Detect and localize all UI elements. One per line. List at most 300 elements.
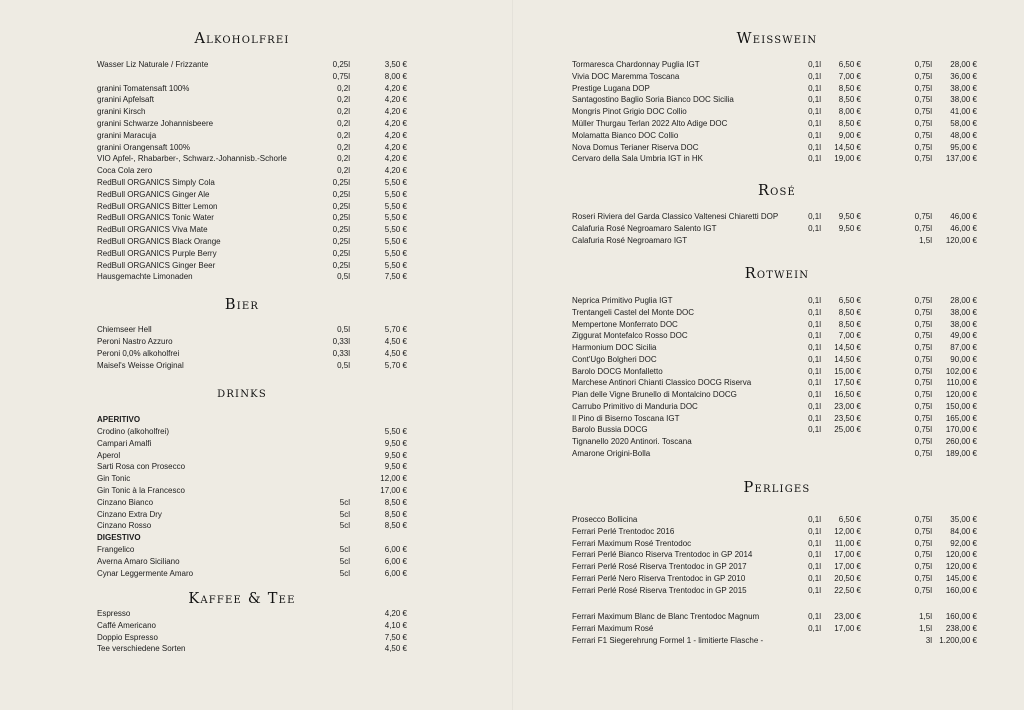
- heading-rotwein: Rotwein: [744, 266, 810, 282]
- item-price: 8,00 €: [384, 71, 407, 81]
- menu-item-row: [0, 473, 512, 485]
- menu-item-row: [0, 130, 512, 142]
- glass-price: 17,00 €: [834, 624, 861, 633]
- bottle-volume: 1,5l: [919, 236, 932, 245]
- item-name: Coca Cola zero: [97, 166, 153, 176]
- menu-item-row: [512, 83, 1024, 95]
- item-name: Il Pino di Biserno Toscana IGT: [572, 413, 680, 423]
- item-price: 5,50 €: [384, 213, 407, 223]
- item-volume: 0,25l: [332, 201, 350, 211]
- menu-item-row: [0, 189, 512, 201]
- item-name: Harmonium DOC Sicilia: [572, 343, 657, 352]
- glass-volume: 0,1l: [808, 624, 821, 633]
- menu-item-row: [0, 236, 512, 248]
- glass-price: 23,00 €: [834, 401, 861, 411]
- heading-drinks: drinks: [217, 385, 267, 401]
- menu-item-row: [0, 71, 512, 83]
- item-name: Ferrari F1 Siegerehrung Formel 1 - limitierte Flasche -: [572, 636, 764, 645]
- item-volume: 0,2l: [337, 166, 350, 176]
- glass-volume: 0,1l: [808, 224, 821, 233]
- menu-item-row: [512, 307, 1024, 319]
- glass-price: 17,00 €: [834, 550, 861, 560]
- item-name: RedBull ORGANICS Ginger Beer: [97, 260, 216, 270]
- item-name: Ferrari Perlé Rosé Riserva Trentodoc in GP 2015: [572, 585, 747, 595]
- item-name: Marchese Antinori Chianti Classico DOCG Riserva: [572, 378, 752, 388]
- bottle-price: 38,00 €: [950, 319, 977, 329]
- item-name: granini Apfelsaft: [97, 95, 154, 105]
- menu-item-row: [512, 94, 1024, 106]
- item-name: Tee verschiedene Sorten: [97, 644, 186, 654]
- menu-item-row: [512, 295, 1024, 307]
- bottle-price: 28,00 €: [950, 60, 977, 69]
- item-volume: 0,5l: [337, 272, 350, 282]
- item-price: 7,50 €: [384, 632, 407, 642]
- item-price: 5,50 €: [384, 248, 407, 258]
- glass-volume: 0,1l: [808, 331, 821, 341]
- item-name: Prosecco Bollicina: [572, 515, 638, 524]
- item-price: 5,50 €: [384, 237, 407, 246]
- menu-item-row: [0, 324, 512, 336]
- menu-item-row: [512, 538, 1024, 550]
- item-name: Mongris Pinot Grigio DOC Collio: [572, 107, 687, 117]
- bottle-price: 35,00 €: [950, 515, 977, 524]
- item-name: Calafuria Rosé Negroamaro IGT: [572, 236, 688, 245]
- bottle-volume: 0,75l: [914, 378, 932, 388]
- menu-item-row: [512, 424, 1024, 436]
- menu-item-row: [512, 389, 1024, 401]
- bottle-price: 41,00 €: [950, 107, 977, 117]
- item-name: Santagostino Baglio Soria Bianco DOC Sicilia: [572, 95, 734, 105]
- bottle-price: 58,00 €: [950, 119, 977, 128]
- bottle-price: 95,00 €: [950, 142, 977, 152]
- item-volume: 0,25l: [332, 237, 350, 246]
- menu-item-row: [0, 348, 512, 360]
- item-volume: 0,2l: [337, 95, 350, 105]
- item-price: 5,50 €: [384, 260, 407, 270]
- glass-volume: 0,1l: [808, 390, 821, 399]
- glass-volume: 0,1l: [808, 83, 821, 93]
- item-name: Nova Domus Terianer Riserva DOC: [572, 142, 699, 152]
- item-name: Hausgemachte Limonaden: [97, 272, 193, 282]
- item-name: Peroni 0,0% alkoholfrei: [97, 349, 180, 358]
- menu-item-row: [0, 59, 512, 71]
- menu-item-row: [512, 585, 1024, 597]
- item-name: Gin Tonic à la Francesco: [97, 486, 185, 495]
- item-price: 5,50 €: [384, 178, 407, 187]
- heading-perliges: Perliges: [743, 480, 811, 496]
- item-name: RedBull ORGANICS Black Orange: [97, 237, 221, 246]
- glass-volume: 0,1l: [808, 401, 821, 411]
- menu-item-row: [0, 509, 512, 521]
- menu-item-row: [0, 438, 512, 450]
- bottle-volume: 0,75l: [914, 130, 932, 140]
- menu-item-row: [512, 71, 1024, 83]
- item-name: Cont'Ugo Bolgheri DOC: [572, 354, 657, 364]
- glass-price: 9,50 €: [838, 224, 861, 233]
- menu-item-row: [512, 448, 1024, 460]
- menu-item-row: [0, 118, 512, 130]
- glass-price: 6,50 €: [838, 515, 861, 524]
- menu-item-row: [512, 561, 1024, 573]
- item-name: Frangelico: [97, 545, 135, 554]
- glass-price: 19,00 €: [834, 154, 861, 164]
- item-price: 9,50 €: [384, 438, 407, 448]
- menu-item-row: [0, 153, 512, 165]
- menu-item-row: [0, 201, 512, 213]
- item-name: Cinzano Rosso: [97, 521, 152, 531]
- menu-item-row: [512, 223, 1024, 235]
- bottle-volume: 0,75l: [914, 562, 932, 572]
- bottle-price: 150,00 €: [945, 401, 977, 411]
- menu-item-row: [0, 260, 512, 272]
- bottle-price: 28,00 €: [950, 296, 977, 305]
- item-price: 4,20 €: [384, 130, 407, 140]
- item-price: 9,50 €: [384, 462, 407, 472]
- glass-price: 7,00 €: [838, 71, 861, 81]
- menu-item-row: [512, 319, 1024, 331]
- item-volume: 0,33l: [332, 337, 350, 346]
- bottle-price: 38,00 €: [950, 83, 977, 93]
- item-name: Müller Thurgau Terlan 2022 Alto Adige DOC: [572, 119, 728, 128]
- item-name: granini Kirsch: [97, 107, 146, 117]
- glass-price: 8,50 €: [838, 83, 861, 93]
- item-volume: 0,2l: [337, 130, 350, 140]
- item-price: 4,50 €: [384, 349, 407, 358]
- item-price: 6,00 €: [384, 556, 407, 566]
- item-volume: 0,2l: [337, 83, 350, 93]
- glass-volume: 0,1l: [808, 107, 821, 117]
- menu-item-row: [0, 106, 512, 118]
- glass-volume: 0,1l: [808, 574, 821, 583]
- bottle-volume: 0,75l: [914, 515, 932, 524]
- item-volume: 0,2l: [337, 154, 350, 164]
- item-name: Cinzano Bianco: [97, 497, 154, 507]
- item-name: RedBull ORGANICS Ginger Ale: [97, 189, 210, 199]
- item-price: 4,20 €: [384, 83, 407, 93]
- item-name: Peroni Nastro Azzuro: [97, 337, 173, 346]
- glass-volume: 0,1l: [808, 343, 821, 352]
- menu-item-row: [0, 620, 512, 632]
- bottle-price: 110,00 €: [946, 378, 977, 388]
- menu-item-row: [512, 342, 1024, 354]
- bottle-price: 260,00 €: [945, 437, 977, 446]
- glass-volume: 0,1l: [808, 538, 821, 548]
- bottle-volume: 0,75l: [914, 71, 932, 81]
- bottle-volume: 1,5l: [919, 624, 932, 633]
- heading-kaffee-tee: Kaffee & Tee: [188, 591, 296, 607]
- glass-volume: 0,1l: [808, 307, 821, 317]
- menu-item-row: [512, 549, 1024, 561]
- glass-volume: 0,1l: [808, 585, 821, 595]
- glass-volume: 0,1l: [808, 354, 821, 364]
- item-volume: 0,2l: [337, 107, 350, 117]
- item-name: RedBull ORGANICS Tonic Water: [97, 213, 214, 223]
- menu-item-row: [0, 485, 512, 497]
- item-name: granini Tomatensaft 100%: [97, 83, 190, 93]
- item-name: Amarone Origini-Bolla: [572, 448, 651, 458]
- bottle-volume: 0,75l: [914, 448, 932, 458]
- bottle-volume: 0,75l: [914, 95, 932, 105]
- item-volume: 5cl: [339, 568, 350, 578]
- item-price: 6,00 €: [384, 545, 407, 554]
- item-name: Cinzano Extra Dry: [97, 509, 162, 519]
- bottle-volume: 0,75l: [914, 319, 932, 329]
- menu-item-row: [512, 514, 1024, 526]
- menu-item-row: [512, 401, 1024, 413]
- menu-item-row: [0, 336, 512, 348]
- heading-bier: Bier: [224, 297, 260, 313]
- item-name: Crodino (alkoholfrei): [97, 427, 170, 436]
- menu-item-row: [0, 224, 512, 236]
- bottle-price: 120,00 €: [945, 390, 977, 399]
- menu-item-row: [512, 118, 1024, 130]
- menu-item-row: [0, 643, 512, 655]
- item-name: Mempertone Monferrato DOC: [572, 319, 678, 329]
- item-volume: 5cl: [339, 509, 350, 519]
- item-price: 5,50 €: [384, 201, 407, 211]
- glass-price: 8,50 €: [838, 319, 861, 329]
- item-name: Ferrari Perlé Bianco Riserva Trentodoc in GP 2014: [572, 550, 753, 560]
- menu-item-row: [512, 436, 1024, 448]
- bottle-volume: 0,75l: [914, 119, 932, 128]
- menu-item-row: [512, 59, 1024, 71]
- bottle-volume: 0,75l: [914, 354, 932, 364]
- glass-volume: 0,1l: [808, 366, 821, 376]
- menu-item-row: [0, 497, 512, 509]
- item-name: Molamatta Bianco DOC Collio: [572, 130, 679, 140]
- item-name: Tignanello 2020 Antinori. Toscana: [572, 437, 692, 446]
- glass-price: 23,50 €: [834, 413, 861, 423]
- bottle-price: 84,00 €: [950, 526, 977, 536]
- bottle-price: 160,00 €: [945, 585, 977, 595]
- bottle-volume: 3l: [925, 636, 932, 645]
- glass-price: 17,50 €: [834, 378, 861, 388]
- bottle-volume: 0,75l: [914, 331, 932, 341]
- glass-volume: 0,1l: [808, 413, 821, 423]
- item-name: Maisel's Weisse Original: [97, 361, 184, 370]
- item-name: Calafuria Rosé Negroamaro Salento IGT: [572, 224, 717, 233]
- glass-volume: 0,1l: [808, 95, 821, 105]
- menu-item-row: [0, 94, 512, 106]
- bottle-price: 102,00 €: [945, 366, 977, 376]
- menu-item-row: [0, 248, 512, 260]
- menu-item-row: [0, 568, 512, 580]
- item-price: 8,50 €: [384, 509, 407, 519]
- glass-volume: 0,1l: [808, 60, 821, 69]
- glass-price: 20,50 €: [834, 574, 861, 583]
- item-name: Wasser Liz Naturale / Frizzante: [97, 60, 209, 69]
- item-price: 4,10 €: [384, 620, 407, 630]
- menu-item-row: [512, 235, 1024, 247]
- glass-price: 9,50 €: [838, 212, 861, 221]
- glass-volume: 0,1l: [808, 119, 821, 128]
- item-name: RedBull ORGANICS Viva Mate: [97, 225, 208, 235]
- menu-item-row: [0, 360, 512, 372]
- bottle-volume: 0,75l: [914, 224, 932, 233]
- glass-price: 7,00 €: [838, 331, 861, 341]
- item-volume: 0,5l: [337, 325, 350, 334]
- bottle-price: 92,00 €: [950, 538, 977, 548]
- bottle-price: 87,00 €: [950, 343, 977, 352]
- item-price: 4,20 €: [384, 166, 407, 176]
- item-price: 4,20 €: [384, 142, 407, 152]
- menu-item-row: [0, 520, 512, 532]
- item-volume: 0,75l: [332, 71, 350, 81]
- bottle-volume: 0,75l: [914, 526, 932, 536]
- menu-item-row: [0, 450, 512, 462]
- menu-item-row: [0, 632, 512, 644]
- menu-item-row: [0, 608, 512, 620]
- bottle-volume: 0,75l: [914, 437, 932, 446]
- item-name: Tormaresca Chardonnay Puglia IGT: [572, 60, 700, 69]
- menu-item-row: [512, 611, 1024, 623]
- bottle-volume: 0,75l: [914, 401, 932, 411]
- item-name: Trentangeli Castel del Monte DOC: [572, 307, 694, 317]
- menu-item-row: [512, 211, 1024, 223]
- glass-price: 6,50 €: [838, 60, 861, 69]
- bottle-price: 165,00 €: [945, 413, 977, 423]
- item-name: Ferrari Perlé Nero Riserva Trentodoc in GP 2010: [572, 574, 746, 583]
- item-volume: 0,25l: [332, 189, 350, 199]
- glass-volume: 0,1l: [808, 378, 821, 388]
- item-name: Ziggurat Montefalco Rosso DOC: [572, 331, 688, 341]
- item-volume: 0,2l: [337, 119, 350, 128]
- bottle-volume: 0,75l: [914, 585, 932, 595]
- glass-volume: 0,1l: [808, 550, 821, 560]
- item-name: Chiemseer Hell: [97, 325, 152, 334]
- item-name: Prestige Lugana DOP: [572, 83, 650, 93]
- menu-item-row: [0, 142, 512, 154]
- menu-item-row: [0, 544, 512, 556]
- item-name: Ferrari Perlé Trentodoc 2016: [572, 526, 675, 536]
- item-price: 6,00 €: [384, 568, 407, 578]
- bottle-volume: 0,75l: [914, 366, 932, 376]
- bottle-price: 46,00 €: [950, 212, 977, 221]
- item-name: Roseri Riviera del Garda Classico Valtenesi Chiaretti DOP: [572, 212, 779, 221]
- item-name: Ferrari Perlé Rosé Riserva Trentodoc in GP 2017: [572, 562, 747, 572]
- menu-item-row: [512, 142, 1024, 154]
- item-price: 4,20 €: [384, 95, 407, 105]
- heading-weisswein: Weisswein: [736, 31, 818, 47]
- bottle-volume: 0,75l: [914, 154, 932, 164]
- bottle-price: 90,00 €: [950, 354, 977, 364]
- subheading-aperitivo: APERITIVO: [97, 415, 141, 424]
- bottle-price: 1.200,00 €: [939, 636, 977, 645]
- heading-rose: Rosé: [757, 183, 797, 199]
- glass-price: 14,50 €: [834, 142, 861, 152]
- glass-volume: 0,1l: [808, 319, 821, 329]
- item-volume: 5cl: [339, 521, 350, 531]
- glass-price: 15,00 €: [834, 366, 861, 376]
- item-name: Pian delle Vigne Brunello di Montalcino DOCG: [572, 390, 737, 399]
- menu-item-row: [0, 556, 512, 568]
- glass-volume: 0,1l: [808, 515, 821, 524]
- glass-price: 6,50 €: [838, 296, 861, 305]
- glass-price: 17,00 €: [834, 562, 861, 572]
- bottle-volume: 0,75l: [914, 550, 932, 560]
- bottle-price: 170,00 €: [945, 425, 977, 435]
- bottle-volume: 0,75l: [914, 413, 932, 423]
- item-price: 4,50 €: [384, 337, 407, 346]
- item-name: RedBull ORGANICS Bitter Lemon: [97, 201, 218, 211]
- item-name: Ferrari Maximum Blanc de Blanc Trentodoc Magnum: [572, 612, 760, 621]
- item-name: Vivia DOC Maremma Toscana: [572, 71, 680, 81]
- item-name: granini Maracuja: [97, 130, 157, 140]
- item-name: granini Orangensaft 100%: [97, 142, 190, 152]
- item-volume: 5cl: [339, 497, 350, 507]
- glass-volume: 0,1l: [808, 212, 821, 221]
- menu-item-row: [512, 635, 1024, 647]
- bottle-price: 137,00 €: [945, 154, 977, 164]
- item-name: Ferrari Maximum Rosé: [572, 624, 654, 633]
- menu-item-row: [0, 271, 512, 283]
- glass-volume: 0,1l: [808, 562, 821, 572]
- item-name: Averna Amaro Siciliano: [97, 556, 180, 566]
- menu-item-row: [512, 377, 1024, 389]
- item-volume: 0,33l: [332, 349, 350, 358]
- item-price: 9,50 €: [384, 450, 407, 460]
- menu-item-row: [0, 165, 512, 177]
- item-volume: 0,25l: [332, 213, 350, 223]
- item-name: Cervaro della Sala Umbria IGT in HK: [572, 154, 704, 164]
- glass-volume: 0,1l: [808, 612, 821, 621]
- bottle-volume: 1,5l: [919, 612, 932, 621]
- item-name: Carrubo Primitivo di Manduria DOC: [572, 401, 698, 411]
- item-name: Ferrari Maximum Rosé Trentodoc: [572, 538, 692, 548]
- glass-volume: 0,1l: [808, 154, 821, 164]
- item-name: granini Schwarze Johannisbeere: [97, 119, 214, 128]
- item-volume: 0,25l: [332, 178, 350, 187]
- item-price: 4,50 €: [384, 644, 407, 654]
- glass-volume: 0,1l: [808, 296, 821, 305]
- glass-price: 8,00 €: [838, 107, 861, 117]
- glass-price: 22,50 €: [834, 585, 861, 595]
- bottle-price: 120,00 €: [945, 236, 977, 245]
- item-volume: 0,2l: [337, 142, 350, 152]
- bottle-volume: 0,75l: [914, 83, 932, 93]
- item-price: 4,20 €: [384, 609, 407, 618]
- glass-volume: 0,1l: [808, 425, 821, 435]
- menu-item-row: [512, 354, 1024, 366]
- glass-price: 16,50 €: [834, 390, 861, 399]
- glass-price: 8,50 €: [838, 119, 861, 128]
- item-name: Campari Amalfi: [97, 438, 152, 448]
- item-price: 17,00 €: [380, 486, 407, 495]
- item-price: 12,00 €: [380, 474, 407, 484]
- bottle-volume: 0,75l: [914, 574, 932, 583]
- item-volume: 5cl: [339, 556, 350, 566]
- item-price: 8,50 €: [384, 521, 407, 531]
- bottle-price: 48,00 €: [950, 130, 977, 140]
- bottle-price: 38,00 €: [950, 307, 977, 317]
- menu-item-row: [512, 573, 1024, 585]
- bottle-volume: 0,75l: [914, 390, 932, 399]
- menu-item-row: [512, 153, 1024, 165]
- item-price: 7,50 €: [384, 272, 407, 282]
- glass-price: 23,00 €: [834, 612, 861, 621]
- glass-price: 14,50 €: [834, 354, 861, 364]
- menu-item-row: [512, 106, 1024, 118]
- item-volume: 5cl: [339, 545, 350, 554]
- item-name: Gin Tonic: [97, 474, 131, 484]
- item-price: 5,70 €: [384, 325, 407, 334]
- item-price: 4,20 €: [384, 107, 407, 117]
- bottle-volume: 0,75l: [914, 538, 932, 548]
- menu-item-row: [512, 330, 1024, 342]
- bottle-price: 36,00 €: [950, 71, 977, 81]
- glass-volume: 0,1l: [808, 526, 821, 536]
- glass-price: 25,00 €: [834, 425, 861, 435]
